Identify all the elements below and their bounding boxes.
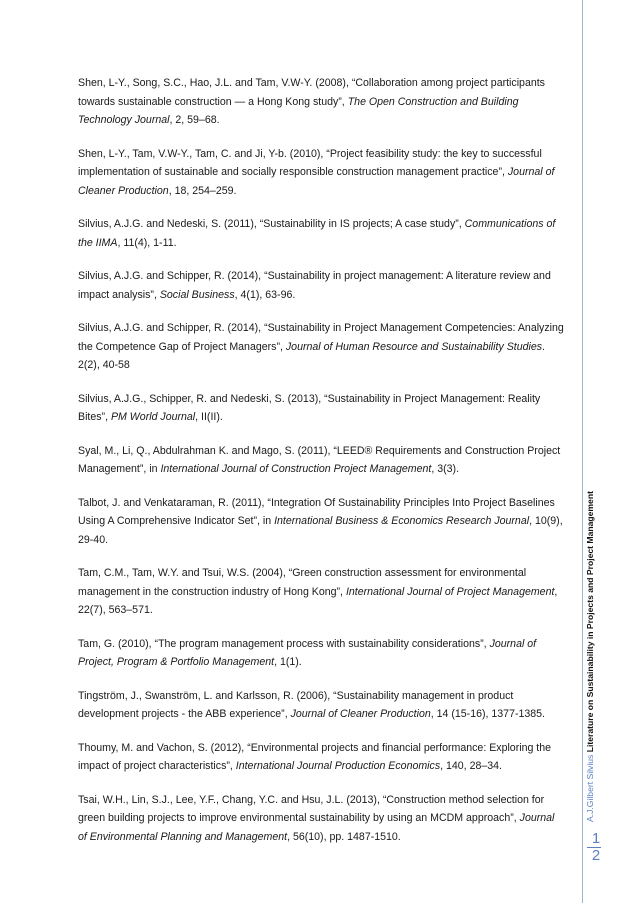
sidebar-running-title bbox=[583, 491, 597, 822]
reference-item: Tingström, J., Swanström, L. and Karlsson, R. (2006), “Sustainability management in product development projects - the ABB experience”, Journal of Cleaner Production, 14 (15-16), 1377-1385. bbox=[78, 689, 546, 721]
page-number-top: 1 bbox=[591, 830, 601, 847]
reference-item: Silvius, A.J.G. and Schipper, R. (2014), “Sustainability in Project Management Competencies: Analyzing the Competence Gap of Project Managers”, Journal of Human Resource and Sustainability Studies. 2(2), 40-58 bbox=[78, 322, 564, 372]
page-number-bottom: 2 bbox=[591, 847, 601, 864]
reference-item: Syal, M., Li, Q., Abdulrahman K. and Mago, S. (2011), “LEED® Requirements and Construction Project Management”, in International Journal of Construction Project Management, 3(3). bbox=[78, 444, 561, 476]
reference-item: Silvius, A.J.G. and Schipper, R. (2014), “Sustainability in project management: A literature review and impact analysis”, Social Business, 4(1), 63-96. bbox=[78, 270, 551, 301]
reference-list bbox=[78, 74, 564, 861]
reference-item: Tsai, W.H., Lin, S.J., Lee, Y.F., Chang, Y.C. and Hsu, J.L. (2013), “Construction method selection for green building projects to improve environmental sustainability by using an MCDM approach”, Journal of Environmental Planning and Management, 56(10), pp. 1487-1510. bbox=[78, 793, 555, 843]
reference-item: Silvius, A.J.G. and Nedeski, S. (2011), “Sustainability in IS projects; A case study”, Communications of the IIMA, 11(4), 1-11. bbox=[78, 218, 556, 249]
reference-item: Shen, L-Y., Tam, V.W-Y., Tam, C. and Ji, Y-b. (2010), “Project feasibility study: the key to successful implementation of sustainable and socially responsible construction management practice”, Journal of Cleaner Production, 18, 254–259. bbox=[78, 147, 555, 197]
reference-item: Tam, G. (2010), “The program management process with sustainability considerations”, Journal of Project, Program & Portfolio Management, 1(1). bbox=[78, 637, 537, 669]
reference-item: Talbot, J. and Venkataraman, R. (2011), “Integration Of Sustainability Principles Into Project Baselines Using A Comprehensive Indicator Set”, in International Business & Economics Research Journal, 10(9), 29-40. bbox=[78, 496, 563, 546]
reference-item: Shen, L-Y., Song, S.C., Hao, J.L. and Tam, V.W-Y. (2008), “Collaboration among project participants towards sustainable construction — a Hong Kong study”, The Open Construction and Building Technology Journal, 2, 59–68. bbox=[78, 77, 545, 127]
reference-item: Thoumy, M. and Vachon, S. (2012), “Environmental projects and financial performance: Exploring the impact of project characteristics”, International Journal Production Economics, 140, 28–34. bbox=[78, 741, 552, 773]
reference-item: Tam, C.M., Tam, W.Y. and Tsui, W.S. (2004), “Green construction assessment for environmental management in the construction industry of Hong Kong”, International Journal of Project Management, 22(7), 563–571. bbox=[78, 567, 558, 617]
sidebar-author: A.J.Gilbert Silvius bbox=[585, 754, 595, 822]
sidebar-title: Literature on Sustainability in Projects and Project Management bbox=[585, 491, 595, 753]
reference-item: Silvius, A.J.G., Schipper, R. and Nedeski, S. (2013), “Sustainability in Project Management: Reality Bites”, PM World Journal, II(II). bbox=[78, 392, 541, 424]
